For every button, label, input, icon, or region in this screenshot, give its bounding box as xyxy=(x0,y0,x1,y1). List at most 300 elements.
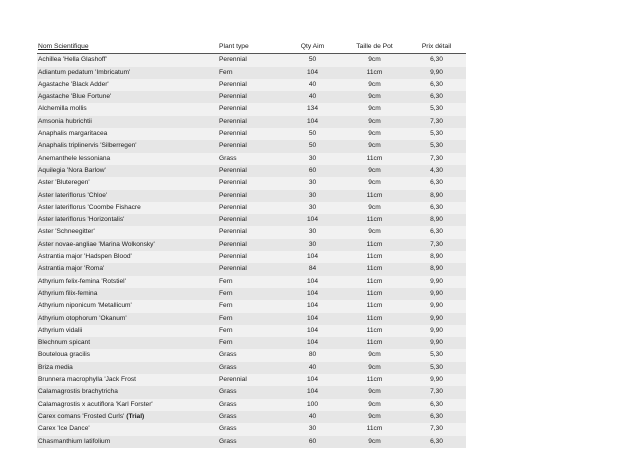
cell-scientific-name-text: Amsonia hubrichtii xyxy=(38,117,92,125)
cell-plant-type-text: Grass xyxy=(219,412,237,420)
cell-retail-price-text: 8,90 xyxy=(430,253,443,261)
cell-retail-price xyxy=(407,276,466,288)
cell-retail-price-text: 5,30 xyxy=(430,105,443,113)
cell-retail-price xyxy=(407,128,466,140)
table-row xyxy=(37,214,466,226)
cell-scientific-name-text: Astrantia major 'Hadspen Blood' xyxy=(38,253,132,261)
cell-pot-size xyxy=(342,116,407,128)
cell-plant-type xyxy=(218,374,283,386)
cell-retail-price xyxy=(407,239,466,251)
cell-qty-aim-text: 104 xyxy=(306,216,318,224)
cell-pot-size-text: 11cm xyxy=(366,339,383,347)
cell-scientific-name-text: Calamagrostis x acutiflora 'Karl Forster' xyxy=(38,400,153,408)
cell-scientific-name xyxy=(37,423,218,435)
cell-scientific-name-text: Anaphalis margaritacea xyxy=(38,130,108,138)
cell-plant-type xyxy=(218,349,283,361)
table-row xyxy=(37,153,466,165)
cell-qty-aim xyxy=(283,276,342,288)
cell-scientific-name-text: Calamagrostis brachytricha xyxy=(38,388,118,396)
cell-plant-type xyxy=(218,153,283,165)
cell-scientific-name xyxy=(37,226,218,238)
cell-plant-type-text: Grass xyxy=(219,363,237,371)
cell-retail-price-text: 7,30 xyxy=(430,117,443,125)
cell-scientific-name xyxy=(37,165,218,177)
cell-retail-price-text: 4,30 xyxy=(430,166,443,174)
table-row xyxy=(37,79,466,91)
cell-plant-type xyxy=(218,362,283,374)
trial-label: (Trial) xyxy=(126,412,145,420)
cell-plant-type xyxy=(218,276,283,288)
cell-pot-size xyxy=(342,239,407,251)
cell-qty-aim xyxy=(283,67,342,79)
cell-plant-type xyxy=(218,288,283,300)
cell-scientific-name-text: Carex comans 'Frosted Curls' xyxy=(38,412,125,420)
cell-qty-aim-text: 50 xyxy=(308,142,317,150)
cell-qty-aim-text: 104 xyxy=(306,277,318,285)
cell-pot-size xyxy=(342,399,407,411)
cell-pot-size-text: 11cm xyxy=(366,154,383,162)
cell-retail-price xyxy=(407,399,466,411)
cell-scientific-name-text: Aquilegia 'Nora Barlow' xyxy=(38,166,106,174)
header-qty-aim: Qty Aim xyxy=(283,41,342,54)
cell-plant-type xyxy=(218,399,283,411)
cell-scientific-name xyxy=(37,79,218,91)
table-row xyxy=(37,67,466,79)
cell-retail-price xyxy=(407,325,466,337)
cell-retail-price xyxy=(407,91,466,103)
cell-retail-price xyxy=(407,349,466,361)
cell-scientific-name-text: Aster lateriflorus 'Chloe' xyxy=(38,191,108,199)
cell-scientific-name-text: Agastache 'Blue Fortune' xyxy=(38,93,112,101)
cell-plant-type-text: Perennial xyxy=(219,80,247,88)
cell-pot-size xyxy=(342,177,407,189)
table-row xyxy=(37,423,466,435)
cell-pot-size xyxy=(342,165,407,177)
cell-retail-price-text: 9,90 xyxy=(430,289,443,297)
cell-scientific-name xyxy=(37,153,218,165)
cell-plant-type xyxy=(218,177,283,189)
cell-scientific-name xyxy=(37,374,218,386)
table-row xyxy=(37,140,466,152)
cell-plant-type-text: Perennial xyxy=(219,56,247,64)
cell-plant-type-text: Fern xyxy=(219,326,233,334)
cell-plant-type xyxy=(218,214,283,226)
cell-scientific-name xyxy=(37,239,218,251)
cell-qty-aim xyxy=(283,251,342,263)
table-row xyxy=(37,374,466,386)
cell-scientific-name-text: Athyrium otophorum 'Okanum' xyxy=(38,314,127,322)
cell-scientific-name-text: Astrantia major 'Roma' xyxy=(38,265,105,273)
cell-qty-aim xyxy=(283,140,342,152)
cell-retail-price-text: 5,30 xyxy=(430,142,443,150)
cell-plant-type xyxy=(218,202,283,214)
cell-pot-size xyxy=(342,313,407,325)
cell-scientific-name xyxy=(37,276,218,288)
cell-scientific-name xyxy=(37,399,218,411)
cell-plant-type xyxy=(218,411,283,423)
table-row xyxy=(37,313,466,325)
cell-plant-type-text: Perennial xyxy=(219,216,247,224)
cell-pot-size-text: 11cm xyxy=(366,191,383,199)
cell-pot-size xyxy=(342,103,407,115)
cell-qty-aim-text: 104 xyxy=(306,326,318,334)
cell-pot-size-text: 11cm xyxy=(366,326,383,334)
cell-plant-type xyxy=(218,103,283,115)
cell-retail-price-text: 7,30 xyxy=(430,154,443,162)
cell-plant-type-text: Perennial xyxy=(219,179,247,187)
cell-qty-aim-text: 40 xyxy=(308,363,317,371)
cell-retail-price xyxy=(407,300,466,312)
cell-pot-size-text: 9cm xyxy=(368,363,381,371)
cell-retail-price xyxy=(407,54,466,67)
cell-pot-size xyxy=(342,91,407,103)
cell-pot-size xyxy=(342,411,407,423)
cell-plant-type-text: Perennial xyxy=(219,117,247,125)
cell-pot-size xyxy=(342,226,407,238)
cell-retail-price xyxy=(407,436,466,448)
cell-pot-size xyxy=(342,128,407,140)
cell-retail-price xyxy=(407,374,466,386)
cell-plant-type xyxy=(218,116,283,128)
table-row xyxy=(37,239,466,251)
cell-qty-aim xyxy=(283,362,342,374)
cell-plant-type xyxy=(218,300,283,312)
cell-qty-aim xyxy=(283,239,342,251)
cell-retail-price-text: 9,90 xyxy=(430,326,443,334)
cell-pot-size-text: 9cm xyxy=(368,228,381,236)
cell-retail-price xyxy=(407,263,466,275)
cell-scientific-name-text: Anaphalis triplinervis 'Silberregen' xyxy=(38,142,137,150)
cell-qty-aim-text: 30 xyxy=(308,179,317,187)
header-retail-price: Prix détail xyxy=(407,41,466,54)
cell-retail-price xyxy=(407,190,466,202)
table-row xyxy=(37,411,466,423)
cell-plant-type-text: Grass xyxy=(219,154,237,162)
plant-price-table xyxy=(37,41,466,448)
cell-scientific-name xyxy=(37,288,218,300)
cell-pot-size xyxy=(342,374,407,386)
cell-qty-aim xyxy=(283,116,342,128)
cell-pot-size xyxy=(342,423,407,435)
cell-qty-aim xyxy=(283,103,342,115)
cell-scientific-name xyxy=(37,263,218,275)
cell-scientific-name-text: Brunnera macrophylla 'Jack Frost xyxy=(38,376,137,384)
cell-scientific-name xyxy=(37,325,218,337)
cell-qty-aim xyxy=(283,313,342,325)
cell-qty-aim xyxy=(283,177,342,189)
table-row xyxy=(37,349,466,361)
table-row xyxy=(37,386,466,398)
table-row xyxy=(37,362,466,374)
cell-plant-type xyxy=(218,79,283,91)
cell-qty-aim-text: 30 xyxy=(308,228,317,236)
cell-qty-aim xyxy=(283,386,342,398)
cell-pot-size-text: 9cm xyxy=(368,400,381,408)
cell-plant-type xyxy=(218,325,283,337)
cell-pot-size-text: 11cm xyxy=(366,216,383,224)
cell-scientific-name-text: Athyrium filix-femina xyxy=(38,289,98,297)
cell-qty-aim-text: 104 xyxy=(306,376,318,384)
cell-plant-type-text: Perennial xyxy=(219,105,247,113)
cell-qty-aim xyxy=(283,165,342,177)
cell-plant-type-text: Grass xyxy=(219,425,237,433)
cell-pot-size xyxy=(342,300,407,312)
cell-retail-price xyxy=(407,411,466,423)
cell-qty-aim xyxy=(283,436,342,448)
cell-plant-type xyxy=(218,386,283,398)
cell-retail-price-text: 8,90 xyxy=(430,216,443,224)
cell-retail-price-text: 6,30 xyxy=(430,56,443,64)
cell-qty-aim xyxy=(283,202,342,214)
cell-pot-size-text: 9cm xyxy=(368,388,381,396)
cell-retail-price-text: 6,30 xyxy=(430,437,443,445)
cell-plant-type-text: Perennial xyxy=(219,191,247,199)
cell-qty-aim-text: 30 xyxy=(308,203,317,211)
table-row xyxy=(37,190,466,202)
table-row xyxy=(37,165,466,177)
cell-qty-aim-text: 60 xyxy=(308,166,317,174)
cell-qty-aim xyxy=(283,288,342,300)
cell-qty-aim xyxy=(283,128,342,140)
cell-plant-type-text: Grass xyxy=(219,400,237,408)
cell-pot-size xyxy=(342,337,407,349)
cell-qty-aim-text: 40 xyxy=(308,80,317,88)
cell-scientific-name-text: Athyrium felix-femina 'Rotstiel' xyxy=(38,277,126,285)
cell-scientific-name-text: Aster lateriflorus 'Coombe Fishacre xyxy=(38,203,141,211)
header-pot-size: Taille de Pot xyxy=(342,41,407,54)
cell-retail-price xyxy=(407,288,466,300)
cell-scientific-name-text: Anemanthele lessoniana xyxy=(38,154,111,162)
cell-pot-size xyxy=(342,153,407,165)
table-row xyxy=(37,263,466,275)
cell-qty-aim-text: 84 xyxy=(308,265,317,273)
cell-qty-aim-text: 30 xyxy=(308,191,317,199)
cell-pot-size-text: 11cm xyxy=(366,302,383,310)
cell-retail-price xyxy=(407,337,466,349)
cell-pot-size xyxy=(342,436,407,448)
cell-retail-price xyxy=(407,362,466,374)
cell-scientific-name-text: Aster novae-angliae 'Marina Wolkonsky' xyxy=(38,240,155,248)
cell-pot-size-text: 11cm xyxy=(366,314,383,322)
cell-retail-price-text: 6,30 xyxy=(430,93,443,101)
cell-pot-size-text: 9cm xyxy=(368,56,381,64)
cell-qty-aim xyxy=(283,423,342,435)
table-row xyxy=(37,91,466,103)
cell-pot-size xyxy=(342,349,407,361)
cell-pot-size xyxy=(342,288,407,300)
cell-pot-size-text: 9cm xyxy=(368,93,381,101)
cell-plant-type xyxy=(218,128,283,140)
cell-qty-aim xyxy=(283,79,342,91)
cell-qty-aim-text: 50 xyxy=(308,56,317,64)
cell-scientific-name-text: Bouteloua gracilis xyxy=(38,351,91,359)
table-row xyxy=(37,276,466,288)
table-row xyxy=(37,300,466,312)
table-row xyxy=(37,436,466,448)
cell-retail-price xyxy=(407,386,466,398)
cell-scientific-name xyxy=(37,190,218,202)
table-header-row xyxy=(37,41,466,54)
cell-retail-price xyxy=(407,116,466,128)
cell-pot-size-text: 9cm xyxy=(368,117,381,125)
cell-plant-type-text: Fern xyxy=(219,314,233,322)
cell-scientific-name-text: Blechnum spicant xyxy=(38,339,91,347)
cell-scientific-name xyxy=(37,177,218,189)
table-row xyxy=(37,103,466,115)
cell-qty-aim-text: 104 xyxy=(306,117,318,125)
cell-qty-aim xyxy=(283,153,342,165)
cell-pot-size-text: 9cm xyxy=(368,351,381,359)
cell-pot-size-text: 9cm xyxy=(368,437,381,445)
cell-retail-price-text: 9,90 xyxy=(430,277,443,285)
cell-qty-aim xyxy=(283,325,342,337)
cell-pot-size xyxy=(342,202,407,214)
cell-pot-size xyxy=(342,214,407,226)
cell-retail-price xyxy=(407,140,466,152)
cell-qty-aim-text: 104 xyxy=(306,253,318,261)
cell-retail-price-text: 9,90 xyxy=(430,302,443,310)
cell-pot-size xyxy=(342,386,407,398)
cell-qty-aim-text: 104 xyxy=(306,68,318,76)
cell-retail-price-text: 5,30 xyxy=(430,351,443,359)
cell-scientific-name-text: Aster 'Bluteregen' xyxy=(38,179,90,187)
cell-scientific-name xyxy=(37,103,218,115)
cell-retail-price xyxy=(407,103,466,115)
cell-pot-size-text: 9cm xyxy=(368,166,381,174)
cell-qty-aim-text: 30 xyxy=(308,154,317,162)
cell-plant-type xyxy=(218,190,283,202)
cell-pot-size xyxy=(342,79,407,91)
price-list-sheet xyxy=(37,41,466,448)
table-row xyxy=(37,226,466,238)
cell-scientific-name xyxy=(37,67,218,79)
cell-scientific-name-text: Alchemilla mollis xyxy=(38,105,87,113)
table-row xyxy=(37,399,466,411)
cell-pot-size xyxy=(342,362,407,374)
cell-pot-size xyxy=(342,263,407,275)
cell-plant-type-text: Perennial xyxy=(219,93,247,101)
cell-plant-type xyxy=(218,263,283,275)
cell-retail-price-text: 6,30 xyxy=(430,228,443,236)
cell-scientific-name-text: Achillea 'Hella Glashoff' xyxy=(38,56,107,64)
cell-qty-aim xyxy=(283,226,342,238)
cell-scientific-name-text: Aster 'Schneegitter' xyxy=(38,228,95,236)
cell-qty-aim xyxy=(283,214,342,226)
cell-pot-size-text: 11cm xyxy=(366,68,383,76)
cell-scientific-name-text: Athyrium vidalii xyxy=(38,326,83,334)
cell-retail-price-text: 9,90 xyxy=(430,314,443,322)
cell-qty-aim xyxy=(283,374,342,386)
cell-scientific-name xyxy=(37,349,218,361)
cell-retail-price-text: 6,30 xyxy=(430,80,443,88)
cell-plant-type-text: Grass xyxy=(219,437,237,445)
cell-pot-size xyxy=(342,54,407,67)
cell-plant-type-text: Grass xyxy=(219,388,237,396)
cell-scientific-name xyxy=(37,202,218,214)
cell-plant-type xyxy=(218,251,283,263)
cell-qty-aim-text: 104 xyxy=(306,302,318,310)
cell-retail-price-text: 5,30 xyxy=(430,130,443,138)
table-row xyxy=(37,288,466,300)
cell-qty-aim-text: 60 xyxy=(308,437,317,445)
cell-qty-aim-text: 104 xyxy=(306,339,318,347)
cell-plant-type xyxy=(218,91,283,103)
cell-qty-aim xyxy=(283,190,342,202)
cell-scientific-name xyxy=(37,251,218,263)
table-row xyxy=(37,128,466,140)
cell-qty-aim-text: 40 xyxy=(308,412,317,420)
cell-qty-aim xyxy=(283,411,342,423)
cell-retail-price xyxy=(407,165,466,177)
cell-qty-aim xyxy=(283,91,342,103)
cell-scientific-name xyxy=(37,362,218,374)
cell-retail-price xyxy=(407,79,466,91)
cell-scientific-name-text: Athyrium niponicum 'Metallicum' xyxy=(38,302,132,310)
cell-pot-size xyxy=(342,251,407,263)
cell-scientific-name xyxy=(37,140,218,152)
cell-plant-type-text: Fern xyxy=(219,277,233,285)
cell-qty-aim-text: 100 xyxy=(306,400,318,408)
cell-qty-aim-text: 134 xyxy=(306,105,318,113)
cell-scientific-name xyxy=(37,411,218,423)
cell-qty-aim xyxy=(283,337,342,349)
cell-pot-size-text: 9cm xyxy=(368,80,381,88)
cell-pot-size-text: 9cm xyxy=(368,130,381,138)
cell-scientific-name xyxy=(37,91,218,103)
cell-plant-type-text: Grass xyxy=(219,351,237,359)
cell-pot-size xyxy=(342,140,407,152)
cell-scientific-name-text: Agastache 'Black Adder' xyxy=(38,80,109,88)
header-plant-type: Plant type xyxy=(218,41,283,54)
cell-pot-size-text: 9cm xyxy=(368,203,381,211)
cell-plant-type xyxy=(218,140,283,152)
header-scientific-name: Nom Scientifique xyxy=(37,41,218,54)
cell-qty-aim-text: 80 xyxy=(308,351,317,359)
cell-pot-size xyxy=(342,67,407,79)
cell-retail-price xyxy=(407,214,466,226)
cell-retail-price xyxy=(407,153,466,165)
table-row xyxy=(37,116,466,128)
cell-qty-aim-text: 104 xyxy=(306,388,318,396)
cell-retail-price-text: 7,30 xyxy=(430,425,443,433)
cell-plant-type xyxy=(218,423,283,435)
table-row xyxy=(37,202,466,214)
cell-scientific-name xyxy=(37,436,218,448)
cell-plant-type-text: Perennial xyxy=(219,376,247,384)
cell-plant-type-text: Perennial xyxy=(219,228,247,236)
cell-pot-size-text: 9cm xyxy=(368,179,381,187)
cell-plant-type-text: Fern xyxy=(219,68,233,76)
cell-scientific-name xyxy=(37,337,218,349)
cell-retail-price-text: 9,90 xyxy=(430,339,443,347)
cell-plant-type-text: Fern xyxy=(219,339,233,347)
cell-plant-type-text: Perennial xyxy=(219,265,247,273)
cell-retail-price xyxy=(407,313,466,325)
cell-retail-price-text: 6,30 xyxy=(430,400,443,408)
cell-retail-price-text: 9,90 xyxy=(430,376,443,384)
cell-retail-price xyxy=(407,226,466,238)
cell-pot-size-text: 11cm xyxy=(366,376,383,384)
cell-retail-price-text: 8,90 xyxy=(430,265,443,273)
cell-retail-price-text: 7,30 xyxy=(430,240,443,248)
cell-plant-type-text: Perennial xyxy=(219,142,247,150)
cell-scientific-name xyxy=(37,313,218,325)
cell-qty-aim-text: 30 xyxy=(308,240,317,248)
cell-pot-size-text: 11cm xyxy=(366,240,383,248)
cell-plant-type xyxy=(218,239,283,251)
table-row xyxy=(37,337,466,349)
cell-scientific-name xyxy=(37,214,218,226)
